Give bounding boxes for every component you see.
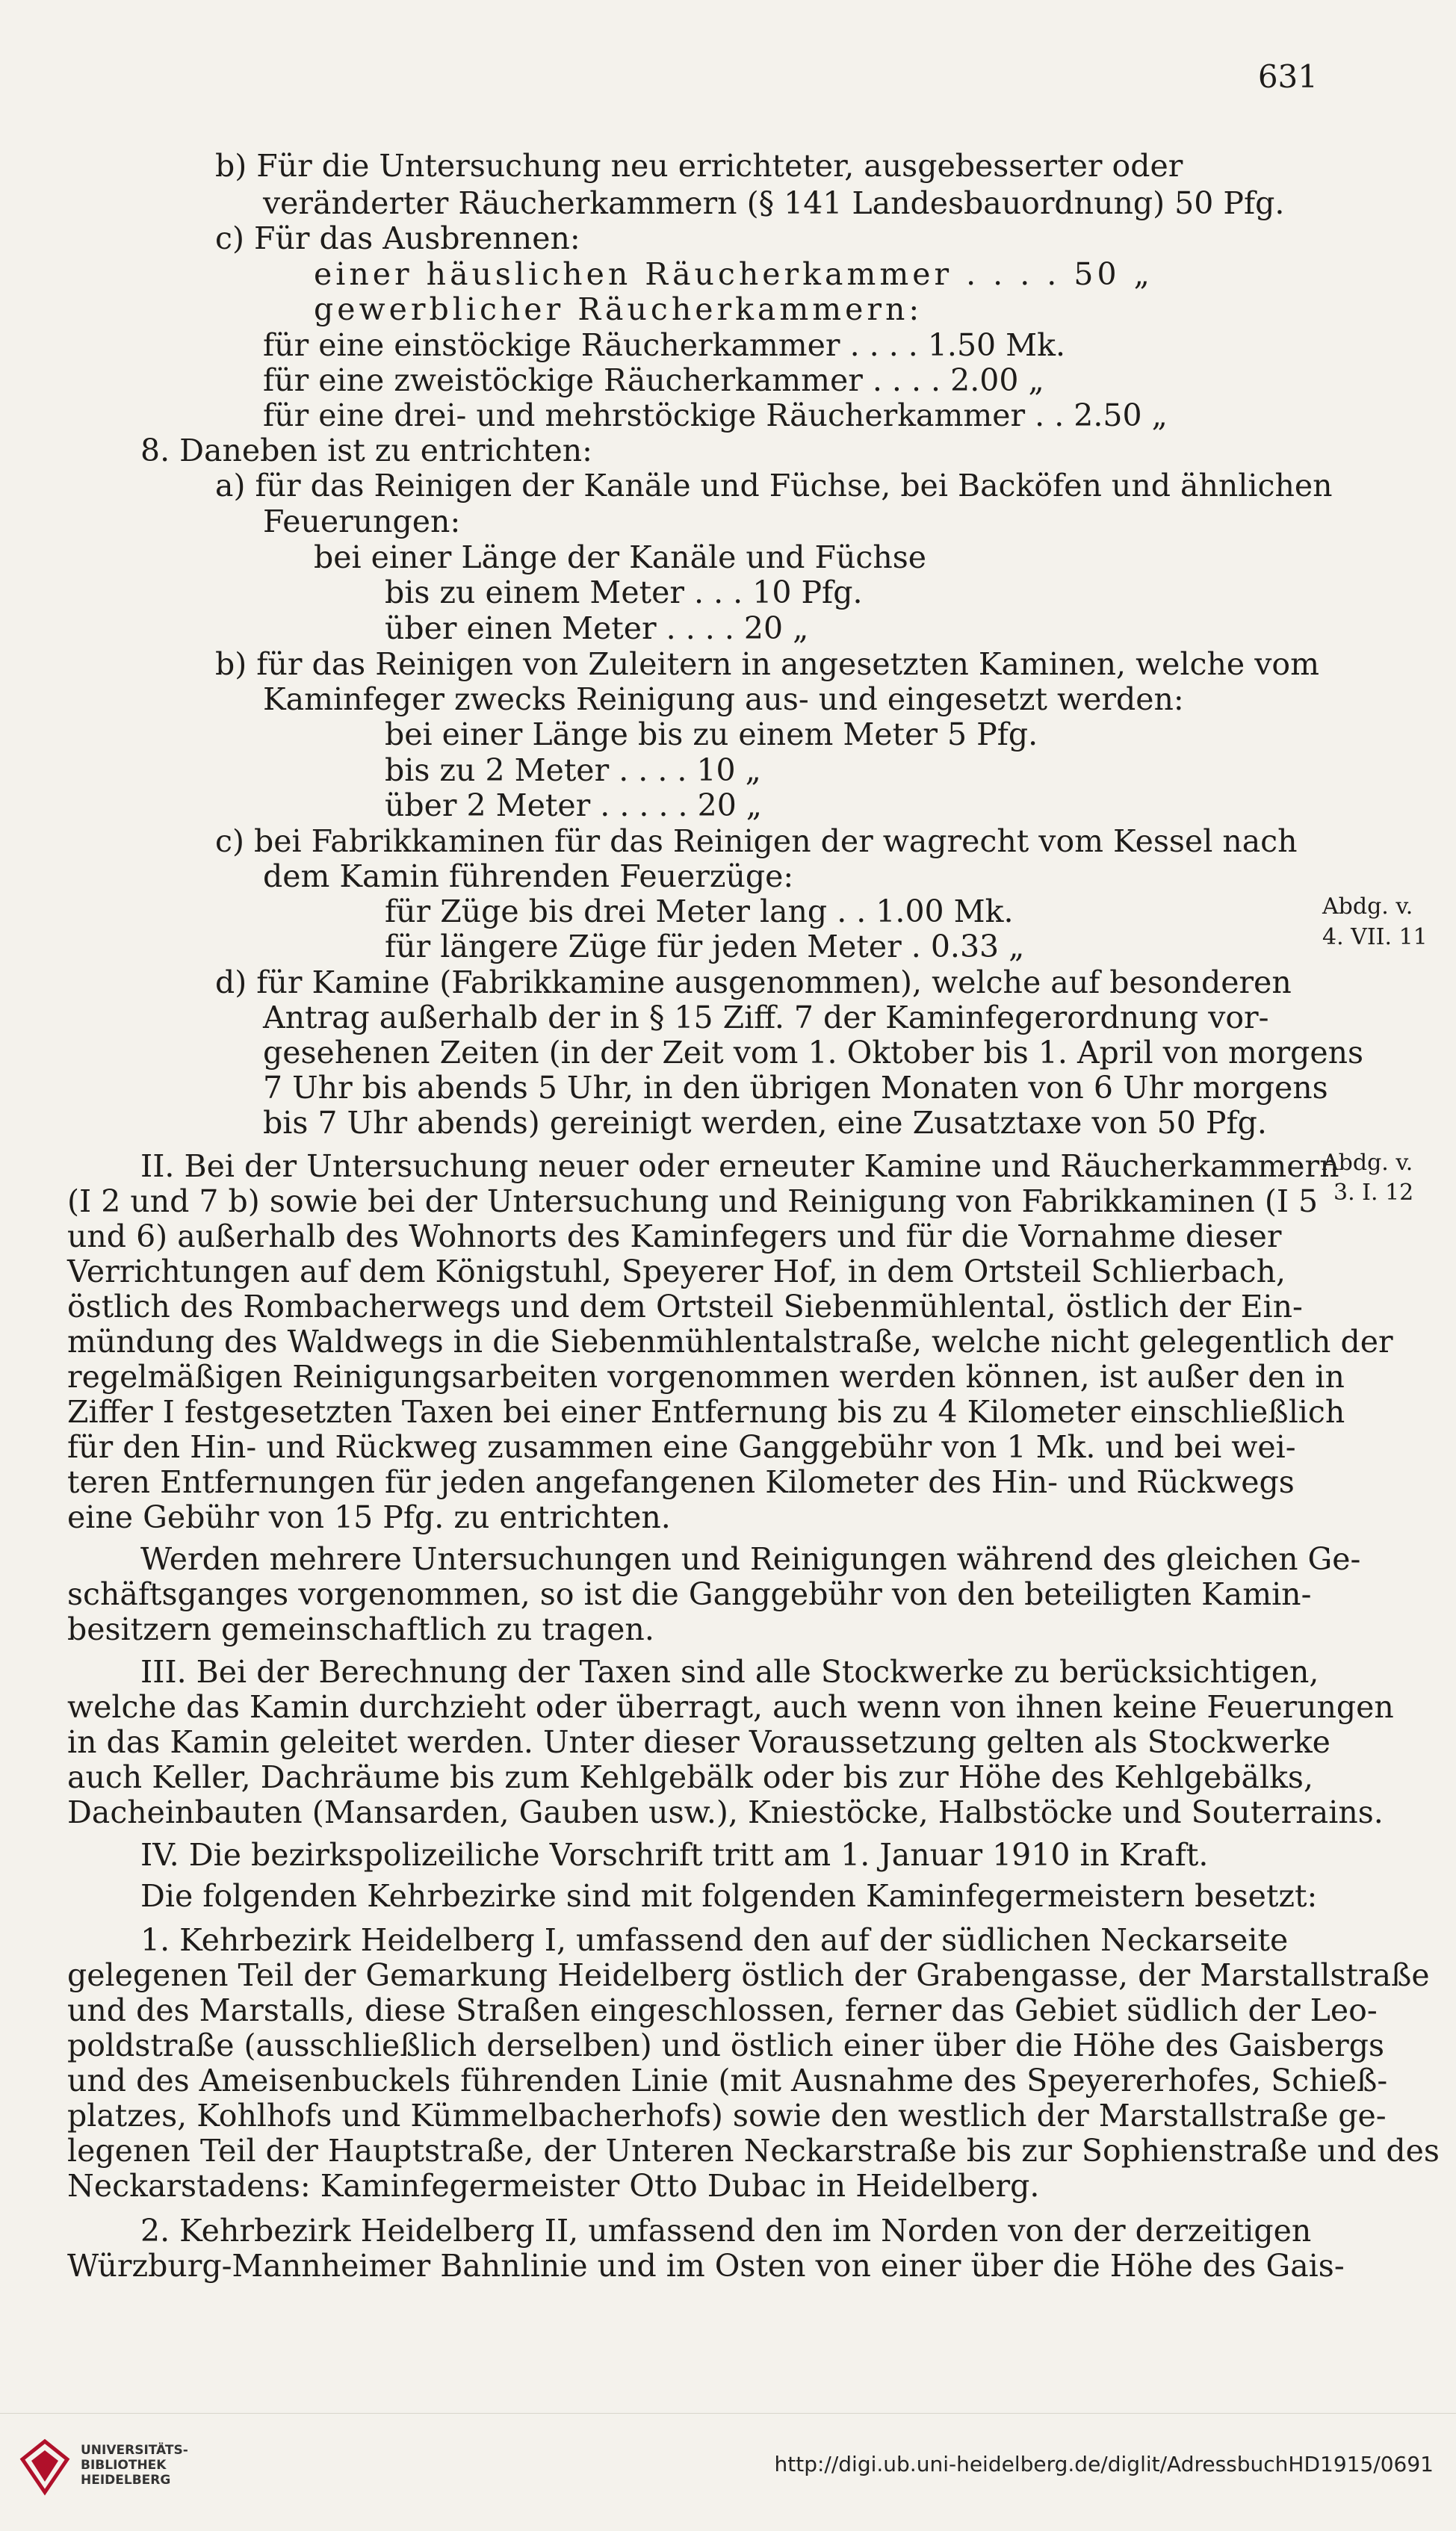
text-line: gewerblicher Räucherkammern: [314, 291, 923, 327]
text-line: Neckarstadens: Kaminfegermeister Otto Dubac in Heidelberg. [67, 2168, 1040, 2204]
text-line: 1. Kehrbezirk Heidelberg I, umfassend den auf der südlichen Neckarseite [140, 1922, 1289, 1958]
text-line: und 6) außerhalb des Wohnorts des Kaminfegers und für die Vornahme dieser [67, 1218, 1282, 1254]
logo-line: HEIDELBERG [81, 2473, 171, 2488]
text-line: 8. Daneben ist zu entrichten: [140, 433, 592, 468]
text-line: III. Bei der Berechnung der Taxen sind alle Stockwerke zu berücksichtigen, [140, 1654, 1319, 1690]
text-line: bei einer Länge bis zu einem Meter 5 Pfg. [385, 716, 1038, 752]
text-line: für eine zweistöckige Räucherkammer . . . . 2.00 „ [263, 362, 1044, 398]
text-line: einer häuslichen Räucherkammer . . . . 50 „ [314, 256, 1153, 292]
text-line: für eine einstöckige Räucherkammer . . . . 1.50 Mk. [263, 327, 1066, 363]
text-line: gesehenen Zeiten (in der Zeit vom 1. Oktober bis 1. April von morgens [263, 1035, 1364, 1071]
text-line: 2. Kehrbezirk Heidelberg II, umfassend den im Norden von der derzeitigen [140, 2213, 1312, 2249]
text-line: welche das Kamin durchzieht oder überragt, auch wenn von ihnen keine Feuerungen [67, 1689, 1394, 1725]
text-line: veränderter Räucherkammern (§ 141 Landesbauordnung) 50 Pfg. [263, 185, 1285, 221]
text-line: für längere Züge für jeden Meter . 0.33 „ [385, 929, 1025, 964]
text-line: 7 Uhr bis abends 5 Uhr, in den übrigen Monaten von 6 Uhr morgens [263, 1070, 1328, 1106]
margin-note: Abdg. v. [1322, 893, 1413, 920]
source-url[interactable]: http://digi.ub.uni-heidelberg.de/diglit/AdressbuchHD1915/0691 [774, 2452, 1434, 2476]
text-line: auch Keller, Dachräume bis zum Kehlgebälk oder bis zur Höhe des Kehlgebälks, [67, 1759, 1314, 1795]
text-line: Die folgenden Kehrbezirke sind mit folgenden Kaminfegermeistern besetzt: [140, 1878, 1318, 1914]
text-line: bis 7 Uhr abends) gereinigt werden, eine Zusatztaxe von 50 Pfg. [263, 1105, 1267, 1141]
text-line: Kaminfeger zwecks Reinigung aus- und eingesetzt werden: [263, 681, 1184, 717]
text-line: II. Bei der Untersuchung neuer oder erneuter Kamine und Räucherkammern [140, 1148, 1339, 1184]
text-line: b) Für die Untersuchung neu errichteter, ausgebesserter oder [215, 148, 1183, 184]
text-line: über 2 Meter . . . . . 20 „ [385, 787, 763, 823]
text-line: in das Kamin geleitet werden. Unter dieser Voraussetzung gelten als Stockwerke [67, 1724, 1330, 1760]
logo-line: BIBLIOTHEK [81, 2458, 167, 2473]
text-line: poldstraße (ausschließlich derselben) und östlich einer über die Höhe des Gaisbergs [67, 2027, 1385, 2063]
text-line: Verrichtungen auf dem Königstuhl, Speyerer Hof, in dem Ortsteil Schlierbach, [67, 1254, 1286, 1289]
library-logo-text [81, 2443, 188, 2488]
page-number: 631 [1257, 58, 1318, 95]
logo-line: UNIVERSITÄTS- [81, 2443, 188, 2458]
text-line: a) für das Reinigen der Kanäle und Füchse, bei Backöfen und ähnlichen [215, 468, 1333, 504]
library-logo-icon [15, 2437, 75, 2497]
text-line: b) für das Reinigen von Zuleitern in angesetzten Kaminen, welche vom [215, 646, 1319, 682]
text-line: schäftsganges vorgenommen, so ist die Ganggebühr von den beteiligten Kamin- [67, 1576, 1312, 1612]
text-line: Werden mehrere Untersuchungen und Reinigungen während des gleichen Ge- [140, 1541, 1361, 1577]
text-line: Dacheinbauten (Mansarden, Gauben usw.), Kniestöcke, Halbstöcke und Souterrains. [67, 1794, 1384, 1830]
margin-note: 3. I. 12 [1333, 1180, 1414, 1206]
text-line: für Züge bis drei Meter lang . . 1.00 Mk. [385, 893, 1014, 929]
text-line: für den Hin- und Rückweg zusammen eine Ganggebühr von 1 Mk. und bei wei- [67, 1429, 1296, 1465]
text-line: über einen Meter . . . . 20 „ [385, 610, 809, 646]
text-line: d) für Kamine (Fabrikkamine ausgenommen), welche auf besonderen [215, 964, 1292, 1000]
text-line: und des Ameisenbuckels führenden Linie (mit Ausnahme des Speyererhofes, Schieß- [67, 2063, 1388, 2098]
text-line: dem Kamin führenden Feuerzüge: [263, 858, 794, 894]
text-line: gelegenen Teil der Gemarkung Heidelberg östlich der Grabengasse, der Marstallstraße [67, 1957, 1430, 1993]
text-line: regelmäßigen Reinigungsarbeiten vorgenommen werden können, ist außer den in [67, 1359, 1345, 1395]
text-line: (I 2 und 7 b) sowie bei der Untersuchung und Reinigung von Fabrikkaminen (I 5 [67, 1183, 1319, 1219]
text-line: platzes, Kohlhofs und Kümmelbacherhofs) sowie den westlich der Marstallstraße ge- [67, 2098, 1387, 2134]
text-line: besitzern gemeinschaftlich zu tragen. [67, 1611, 654, 1647]
text-line: mündung des Waldwegs in die Siebenmühlentalstraße, welche nicht gelegentlich der [67, 1324, 1393, 1360]
text-line: bis zu 2 Meter . . . . 10 „ [385, 752, 761, 788]
text-line: IV. Die bezirkspolizeiliche Vorschrift tritt am 1. Januar 1910 in Kraft. [140, 1837, 1209, 1873]
margin-note: 4. VII. 11 [1322, 924, 1428, 950]
text-line: östlich des Rombacherwegs und dem Ortsteil Siebenmühlental, östlich der Ein- [67, 1289, 1303, 1325]
text-line: Ziffer I festgesetzten Taxen bei einer Entfernung bis zu 4 Kilometer einschließlich [67, 1394, 1345, 1430]
text-line: und des Marstalls, diese Straßen eingeschlossen, ferner das Gebiet südlich der Leo- [67, 1992, 1378, 2028]
text-line: c) bei Fabrikkaminen für das Reinigen der wagrecht vom Kessel nach [215, 823, 1298, 859]
margin-note: Abdg. v. [1322, 1150, 1413, 1176]
text-line: bei einer Länge der Kanäle und Füchse [314, 539, 927, 575]
text-line: für eine drei- und mehrstöckige Räucherkammer . . 2.50 „ [263, 397, 1168, 433]
text-line: Würzburg-Mannheimer Bahnlinie und im Osten von einer über die Höhe des Gais- [67, 2248, 1345, 2284]
text-line: legenen Teil der Hauptstraße, der Unteren Neckarstraße bis zur Sophienstraße und des [67, 2133, 1440, 2169]
footer-divider [0, 2413, 1456, 2414]
text-line: c) Für das Ausbrennen: [215, 220, 580, 256]
text-line: teren Entfernungen für jeden angefangenen Kilometer des Hin- und Rückwegs [67, 1464, 1295, 1500]
text-line: bis zu einem Meter . . . 10 Pfg. [385, 574, 863, 610]
text-line: Feuerungen: [263, 504, 461, 539]
text-line: eine Gebühr von 15 Pfg. zu entrichten. [67, 1499, 671, 1535]
text-line: Antrag außerhalb der in § 15 Ziff. 7 der Kaminfegerordnung vor- [263, 1000, 1269, 1035]
